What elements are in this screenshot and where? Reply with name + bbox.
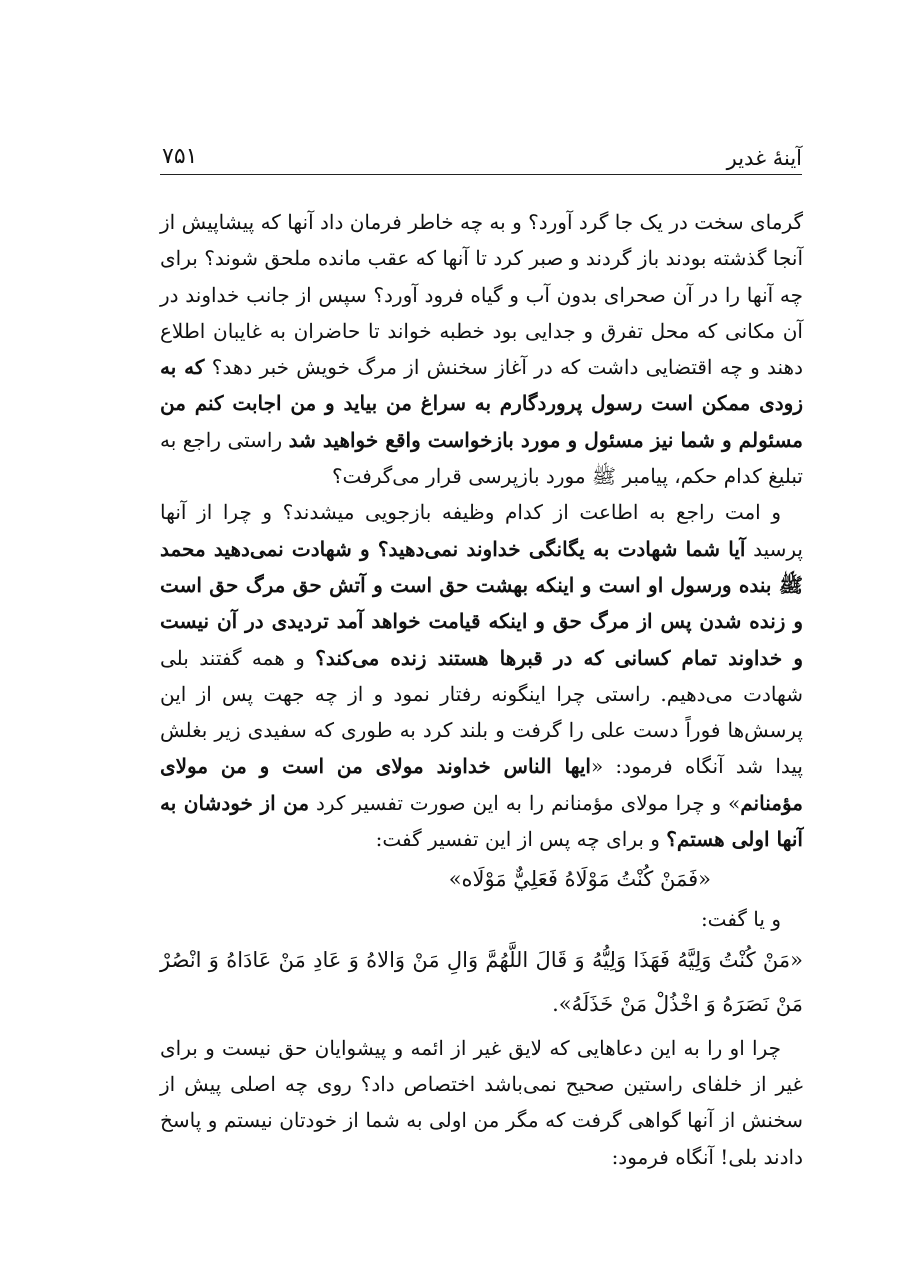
paragraph-2-text-end: و برای چه پس از این تفسیر گفت: bbox=[375, 827, 660, 852]
paragraph-3: چرا او را به این دعاهایی که لایق غیر از ائمه و پیشوایان حق نیست و برای غیر از خلفای راستین صحیح نمی‌باشد اختصاص داد؟ روی چه اصلی پیش از سخنش از آنها گواهی گرفت که مگر من اولی به شما از خودتان نیستم و پاسخ دادند بلی! آنگاه فرمود: bbox=[160, 1035, 803, 1169]
page-number: ۷۵۱ bbox=[162, 144, 198, 169]
paragraph-2-bold-question: آیا شما شهادت به یگانگی خداوند نمی‌دهید؟ و شهادت نمی‌دهید محمد ﷺ بنده ورسول او است و اینکه بهشت حق است و آتش حق مرگ حق است و زنده شدن پس از مرگ حق و اینکه قیامت خواهد آمد تردیدی در آن نیست و خداوند تمام کسانی که در قبرها هستند زنده می‌کند؟ bbox=[160, 536, 803, 670]
paragraph-2-bold-explanation: من از خودشان به آنها اولی هستم؟ bbox=[160, 790, 803, 852]
paragraph-2-text-middle: و همه گفتند بلی شهادت می‌دهیم. راستی چرا اینگونه رفتار نمود و از چه جهت پس از این پرسش‌ها فوراً دست علی را گرفت و بلند کرد به طوری که سفیدی زیر بغلش پیدا شد آنگاه فرمود: « bbox=[160, 645, 803, 779]
hadith-quote-1: «فَمَنْ كُنْتُ مَوْلَاهُ فَعَلِيٌّ مَوْلَاه» bbox=[448, 867, 711, 892]
running-header bbox=[160, 140, 802, 175]
paragraph-2 bbox=[160, 494, 803, 857]
paragraph-1-text-end: راستی راجع به تبلیغ کدام حکم، پیامبر ﷺ مورد بازپرسی قرار می‌گرفت؟ bbox=[160, 427, 803, 489]
paragraph-2-text: و امت راجع به اطاعت از کدام وظیفه بازجویی میشدند؟ و چرا از آنها پرسید bbox=[160, 500, 803, 561]
paragraph-1-text: گرمای سخت در یک جا گرد آورد؟ و به چه خاطر فرمان داد آنها که پیشاپیش از آنجا گذشته بودند باز گردند و صبر کرد تا آنها که عقب مانده ملحق شوند؟ برای چه آنها را در آن صحرای بدون آب و گیاه فرود آورد؟ سپس از جانب خداوند در آن مکانی که محل تفرق و جدایی بود خطبه خواند تا حاضران به غایبان اطلاع دهند و چه اقتضایی داشت که در آغاز سخنش از مرگ خویش خبر دهد؟ bbox=[160, 210, 804, 380]
paragraph-2-text-after: » و چرا مولای مؤمنانم را به این صورت تفسیر کرد bbox=[315, 790, 741, 815]
paragraph-1-bold-quote: که به زودی ممکن است رسول پروردگارم به سراغ من بیاید و من اجابت کنم من مسئولم و شما نیز مسئول و مورد بازخواست واقع خواهید شد bbox=[160, 355, 804, 452]
hadith-quote-2: «مَنْ كُنْتُ وَلِيَّهُ فَهَذَا وَلِيُّهُ وَ قَالَ اللَّهُمَّ وَالِ مَنْ وَالاهُ وَ عَادِ مَنْ عَادَاهُ وَ انْصُرْ مَنْ نَصَرَهُ وَ اخْذُلْ مَنْ خَذَلَهُ». bbox=[160, 947, 803, 1016]
paragraph-2-bold-saying: ایها الناس خداوند مولای من است و من مولای مؤمنانم bbox=[160, 754, 803, 815]
transition-text: و یا گفت: bbox=[700, 907, 781, 932]
page-body bbox=[160, 204, 803, 1175]
book-title: آینهٔ غدیر bbox=[726, 146, 802, 170]
paragraph-1 bbox=[160, 204, 803, 494]
